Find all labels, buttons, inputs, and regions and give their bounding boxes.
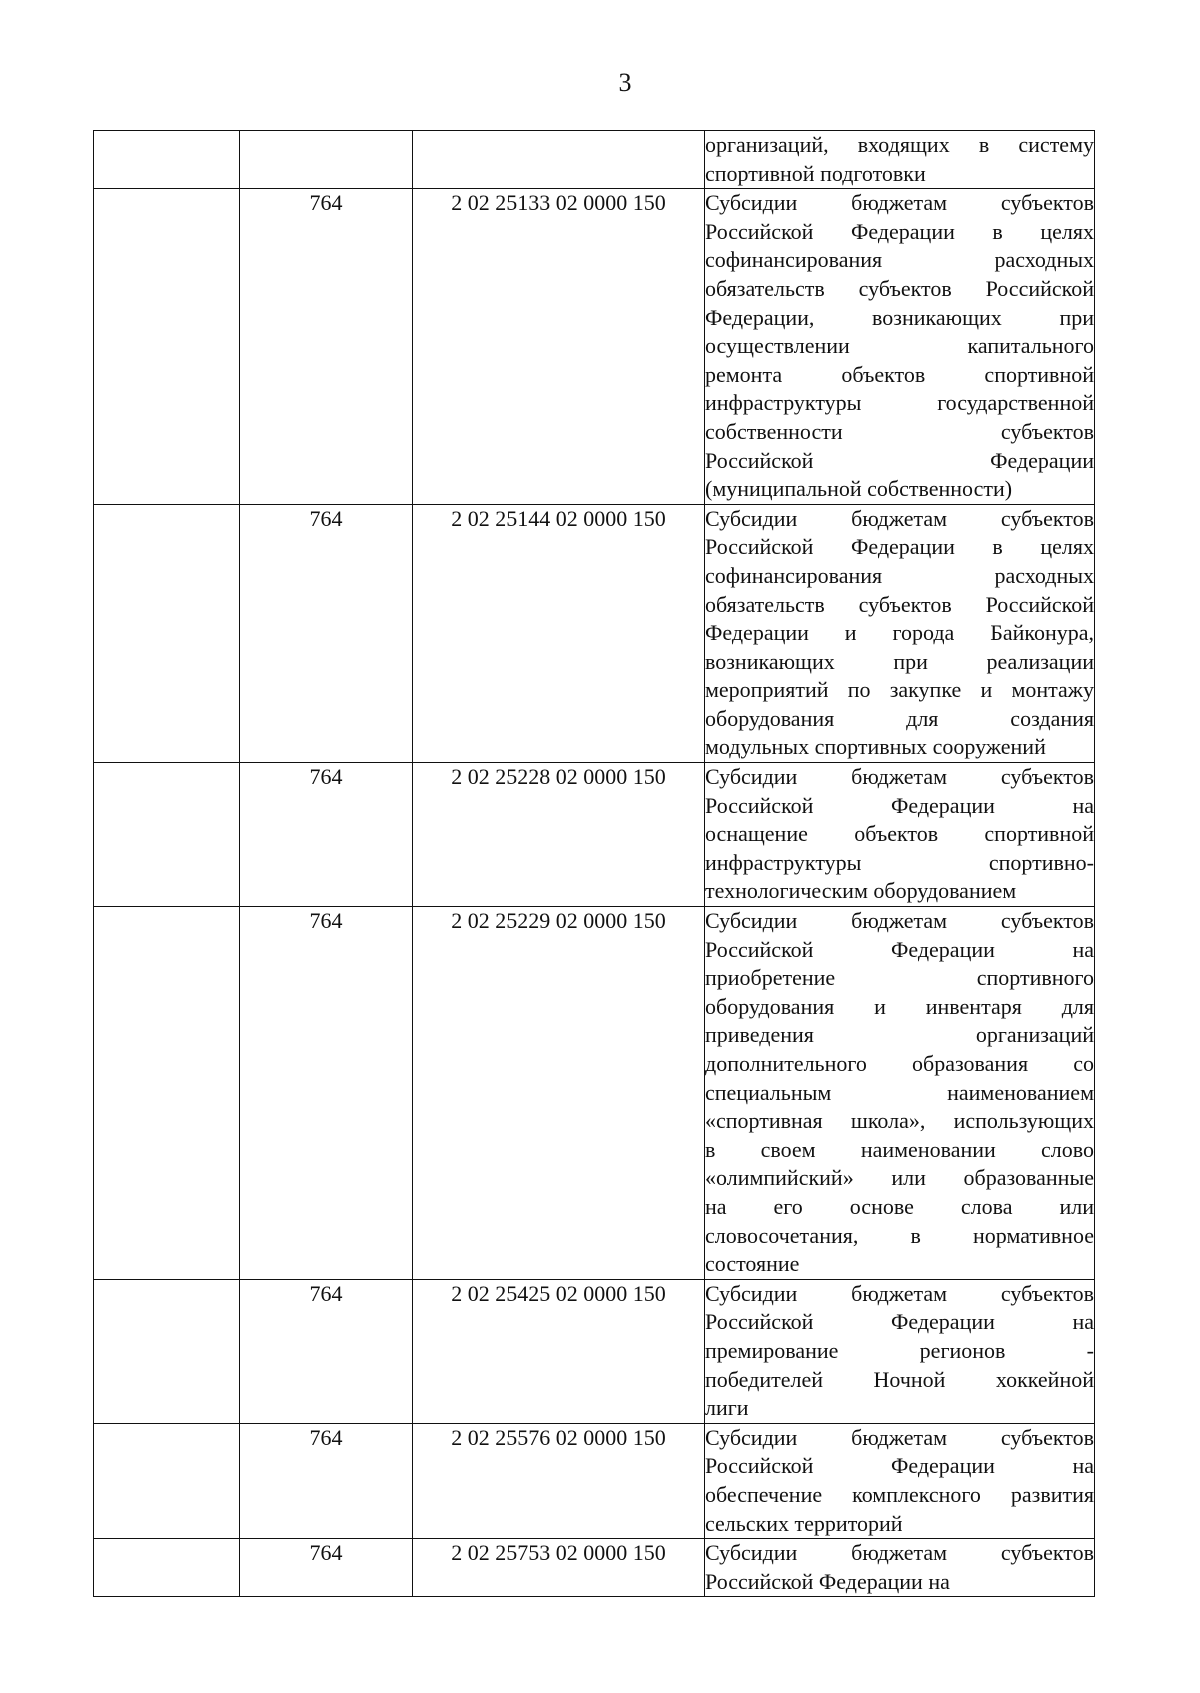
empty-cell <box>94 1539 240 1597</box>
description-line: Субсидии бюджетам субъектов <box>705 505 1094 531</box>
table-row <box>94 1423 1095 1538</box>
budget-classification-code-cell: 2 02 25425 02 0000 150 <box>413 1279 705 1423</box>
budget-classification-code-cell: 2 02 25229 02 0000 150 <box>413 907 705 1280</box>
administrator-code-cell: 764 <box>240 1539 413 1597</box>
administrator-code-cell <box>240 131 413 189</box>
income-description-cell <box>705 1423 1095 1538</box>
empty-cell <box>94 763 240 907</box>
description-line: Субсидии бюджетам субъектов <box>705 908 1094 934</box>
description-line: Субсидии бюджетам субъектов <box>705 1280 1094 1306</box>
description-line: оборудования и инвентаря для <box>705 993 1094 1019</box>
description-line: Федерации, возникающих при <box>705 304 1094 330</box>
description-line: обязательств субъектов Российской <box>705 275 1094 301</box>
description-line: модульных спортивных сооружений <box>705 734 1046 760</box>
description-line: премирование регионов - <box>705 1337 1094 1363</box>
description-line: обязательств субъектов Российской <box>705 591 1094 617</box>
budget-classification-code-cell <box>413 131 705 189</box>
description-line: Российской Федерации на <box>705 792 1094 818</box>
page-number: 3 <box>618 68 632 97</box>
table-row <box>94 907 1095 1280</box>
empty-cell <box>94 1423 240 1538</box>
description-line: осуществлении капитального <box>705 333 1094 359</box>
description-line: Федерации и города Байконура, <box>705 620 1094 646</box>
description-line: в своем наименовании слово <box>705 1136 1094 1162</box>
description-line: приобретение спортивного <box>705 965 1094 991</box>
description-line: оснащение объектов спортивной <box>705 821 1094 847</box>
table-row <box>94 189 1095 505</box>
income-description-cell <box>705 763 1095 907</box>
budget-classification-code-cell: 2 02 25144 02 0000 150 <box>413 504 705 762</box>
description-line: инфраструктуры спортивно- <box>705 849 1094 875</box>
budget-classification-code-cell: 2 02 25133 02 0000 150 <box>413 189 705 505</box>
description-line: мероприятий по закупке и монтажу <box>705 677 1094 703</box>
administrator-code-cell: 764 <box>240 907 413 1280</box>
administrator-code-cell: 764 <box>240 1279 413 1423</box>
description-line: спортивной подготовки <box>705 160 926 186</box>
table-row <box>94 131 1095 189</box>
description-line: технологическим оборудованием <box>705 878 1017 904</box>
description-line: собственности субъектов <box>705 418 1094 444</box>
empty-cell <box>94 1279 240 1423</box>
description-line: софинансирования расходных <box>705 247 1094 273</box>
empty-cell <box>94 189 240 505</box>
description-line: Российской Федерации на <box>705 936 1094 962</box>
description-line: оборудования для создания <box>705 705 1094 731</box>
budget-classification-code-cell: 2 02 25576 02 0000 150 <box>413 1423 705 1538</box>
description-line: инфраструктуры государственной <box>705 390 1094 416</box>
description-line: специальным наименованием <box>705 1079 1094 1105</box>
budget-classification-code-cell: 2 02 25228 02 0000 150 <box>413 763 705 907</box>
administrator-code-cell: 764 <box>240 504 413 762</box>
description-line: на его основе слова или <box>705 1193 1094 1219</box>
income-description-cell <box>705 1539 1095 1597</box>
income-description-cell <box>705 189 1095 505</box>
description-line: ремонта объектов спортивной <box>705 361 1094 387</box>
description-line: Субсидии бюджетам субъектов <box>705 1424 1094 1450</box>
description-line: победителей Ночной хоккейной <box>705 1366 1094 1392</box>
description-line: Субсидии бюджетам субъектов <box>705 190 1094 216</box>
description-line: Российской Федерации <box>705 447 1094 473</box>
description-line: сельских территорий <box>705 1510 903 1536</box>
description-line: Российской Федерации на <box>705 1568 950 1594</box>
income-description-cell <box>705 131 1095 189</box>
income-description-cell <box>705 907 1095 1280</box>
description-line: возникающих при реализации <box>705 648 1094 674</box>
income-description-cell <box>705 504 1095 762</box>
description-line: «олимпийский» или образованные <box>705 1165 1094 1191</box>
empty-cell <box>94 907 240 1280</box>
description-line: организаций, входящих в систему <box>705 132 1094 157</box>
description-line: приведения организаций <box>705 1022 1094 1048</box>
budget-classification-code-cell: 2 02 25753 02 0000 150 <box>413 1539 705 1597</box>
description-line: обеспечение комплексного развития <box>705 1481 1094 1507</box>
description-line: состояние <box>705 1251 800 1277</box>
budget-code-table <box>93 130 1095 1597</box>
description-line: (муниципальной собственности) <box>705 476 1013 502</box>
description-line: Российской Федерации в целях <box>705 218 1094 244</box>
empty-cell <box>94 131 240 189</box>
description-line: софинансирования расходных <box>705 562 1094 588</box>
administrator-code-cell: 764 <box>240 1423 413 1538</box>
description-line: Российской Федерации на <box>705 1453 1094 1479</box>
description-line: Субсидии бюджетам субъектов <box>705 764 1094 790</box>
description-line: дополнительного образования со <box>705 1051 1094 1076</box>
table-row <box>94 763 1095 907</box>
description-line: Субсидии бюджетам субъектов <box>705 1540 1094 1566</box>
table-row <box>94 1279 1095 1423</box>
description-line: Российской Федерации на <box>705 1309 1094 1335</box>
table-row <box>94 1539 1095 1597</box>
empty-cell <box>94 504 240 762</box>
description-line: лиги <box>705 1395 749 1421</box>
administrator-code-cell: 764 <box>240 189 413 505</box>
income-description-cell <box>705 1279 1095 1423</box>
description-line: «спортивная школа», использующих <box>705 1108 1094 1134</box>
administrator-code-cell: 764 <box>240 763 413 907</box>
description-line: словосочетания, в нормативное <box>705 1222 1094 1248</box>
table-row <box>94 504 1095 762</box>
description-line: Российской Федерации в целях <box>705 534 1094 560</box>
